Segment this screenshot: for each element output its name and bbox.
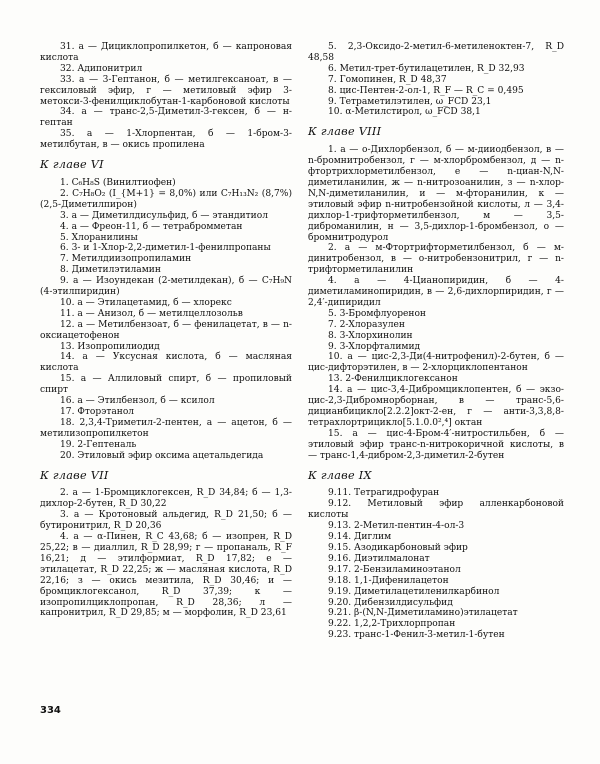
answer-line: 9.20. Дибензилдисульфид bbox=[328, 597, 453, 608]
answer-line: 3. а — Кротоновый альдегид, R_D 21,50; б — бутиронитрил, R_D 20,36 bbox=[40, 510, 292, 532]
answer-line: 10. а — Этилацетамид, б — хлорекс bbox=[60, 297, 232, 308]
answer-line: 15. а — Аллиловый спирт, б — пропиловый спирт bbox=[40, 374, 292, 396]
answer-line: 9.17. 2-Бензиламиноэтанол bbox=[328, 564, 461, 575]
answer-line: 5. 2,3-Оксидо-2-метил-6-метиленоктен-7, R_D 48,58 bbox=[308, 42, 564, 63]
answer-line: 9.22. 1,2,2-Трихлорпропан bbox=[328, 619, 456, 630]
answer-line: 9.18. 1,1-Дифенилацетон bbox=[328, 575, 449, 586]
answer-line: 4. а — 4-Цианопиридин, б — 4-диметиламинопиридин, в — 2,6-дихлорпиридин, г — 2,4′-дипиридил bbox=[308, 276, 564, 308]
chapter-heading-vii: К главе VII bbox=[40, 468, 109, 482]
answer-line: 17. Фторэтанол bbox=[60, 407, 135, 417]
answer-line: 1. C₆H₈S (Винилтиофен) bbox=[60, 177, 176, 188]
answer-line: 6. 3- и 1-Хлор-2,2-диметил-1-фенилпропаны bbox=[60, 243, 271, 254]
answer-line: 9.15. Азодикарбоновый эфир bbox=[328, 542, 468, 553]
answer-line: 9.19. Диметилацетиленилкарбинол bbox=[328, 586, 500, 597]
answer-line: 8. Диметилэтиламин bbox=[60, 265, 161, 276]
answer-line: 7. Метилдиизопропиламин bbox=[60, 254, 192, 265]
answer-line: 14. а — Уксусная кислота, б — масляная кислота bbox=[40, 352, 292, 374]
answer-line: 32. Адипонитрил bbox=[60, 63, 143, 74]
answer-line: 11. а — Анизол, б — метилцеллозольв bbox=[60, 308, 243, 319]
answer-line: 2. а — 1-Бромциклогексен, R_D 34,84; б — 1,3-дихлор-2-бутен, R_D 30,22 bbox=[40, 488, 292, 510]
answer-line: 13. Изопропилиодид bbox=[60, 341, 160, 352]
answer-line: 9.23. транс-1-Фенил-3-метил-1-бутен bbox=[328, 630, 505, 641]
answer-line: 16. а — Этилбензол, б — ксилол bbox=[60, 396, 215, 407]
answer-line: 34. а — транс-2,5-Диметил-3-гексен, б — н-гептан bbox=[40, 107, 292, 129]
page-number: 334 bbox=[40, 705, 61, 716]
answer-line: 8. 3-Хлорхинолин bbox=[328, 330, 413, 341]
answer-line: 6. Метил-трет-бутилацетилен, R_D 32,93 bbox=[328, 63, 525, 74]
answer-line: 9.16. Диэтилмалонат bbox=[328, 553, 430, 564]
answer-line: 9.21. β-(N,N-Диметиламино)этилацетат bbox=[328, 608, 518, 619]
answer-line: 5. 3-Бромфлуоренон bbox=[328, 308, 426, 319]
answer-line: 10. α-Метилстирол, ω_FCD 38,1 bbox=[328, 107, 481, 118]
chapter-heading-vi: К главе VI bbox=[40, 158, 104, 172]
answer-line: 12. а — Метилбензоат, б — фенилацетат, в — n-оксиацетофенон bbox=[40, 319, 292, 341]
chapter-heading-ix: К главе IX bbox=[308, 468, 372, 482]
answer-line: 9.14. Диглим bbox=[328, 532, 392, 543]
answer-line: 7. Гомопинен, R_D 48,37 bbox=[328, 74, 447, 85]
answer-line: 9.11. Тетрагидрофуран bbox=[328, 488, 440, 499]
left-column bbox=[40, 42, 292, 619]
answer-line: 9. Тетраметилэтилен, ω_FCD 23,1 bbox=[328, 96, 492, 107]
answer-line: 15. а — цис-4-Бром-4′-нитростильбен, б — этиловый эфир транс-n-нитрокоричной кислоты, в — транс-1,4-дибром-2,3-диметил-2-бутен bbox=[308, 428, 564, 461]
answer-line: 9. 3-Хлорфталимид bbox=[328, 341, 421, 352]
answer-line: 5. Хлоранилины bbox=[60, 232, 138, 243]
answer-line: 4. а — α-Пинен, R_C 43,68; б — изопрен, R_D 25,22; в — диаллил, R_D 28,99; г — пропаналь, R_F 16,21; д — этилформиат, R_D 17,82; е — этилацетат, R_D 22,25; ж — масляная кислота, R_D 22,16; з — окись мезитила, R_D 30,46; и — бромциклогексанол, R_D 37,39; к — изопропилциклопропан, R_D 28,36; л — капронитрил, R_D 29,85; м — морфолин, R_D 23,61 bbox=[40, 532, 292, 619]
answer-line: 9. а — Изоундекан (2-метилдекан), б — C₇H₉N (4-этилпиридин) bbox=[40, 276, 292, 298]
answer-line: 9.12. Метиловый эфир алленкарбоновой кислоты bbox=[308, 499, 564, 521]
answer-line: 14. а — цис-3,4-Дибромциклопентен, б — экзо-цис-2,3-Дибромнорборнан, в — транс-5,6-дицианбицикло[2.2.2]окт-2-ен, г — анти-3,3,8,8-тетрахлортрицикло[5.1.0.0²,⁴] октан bbox=[308, 385, 564, 428]
chapter-heading-viii: К главе VIII bbox=[308, 125, 382, 139]
answer-line: 20. Этиловый эфир оксима ацетальдегида bbox=[60, 450, 264, 461]
answer-line: 8. цис-Пентен-2-ол-1, R_F — R_C = 0,495 bbox=[328, 85, 524, 96]
answer-line: 9.13. 2-Метил-пентин-4-ол-3 bbox=[328, 521, 465, 532]
answer-line: 13. 2-Фенилциклогексанон bbox=[328, 374, 458, 385]
answer-line: 19. 2-Гептеналь bbox=[60, 439, 137, 450]
answer-line: 33. а — 3-Гептанон, б — метилгексаноат, в — гексиловый эфир, г — метиловый эфир 3-метокси-3-фенилциклобутан-1-карбоновой кислоты bbox=[40, 74, 292, 107]
answer-line: 10. а — цис-2,3-Ди(4-нитрофенил)-2-бутен, б — цис-дифторэтилен, в — 2-хлорциклопентанон bbox=[308, 352, 564, 374]
answer-line: 18. 2,3,4-Триметил-2-пентен, а — ацетон, б — метилизопропилкетон bbox=[40, 417, 292, 439]
answer-line: 31. а — Дициклопропилкетон, б — капроновая кислота bbox=[40, 42, 292, 63]
answer-line: 35. а — 1-Хлорпентан, б — 1-бром-3-метилбутан, в — окись пропилена bbox=[40, 129, 292, 151]
answer-line: 2. а — м-Фтортрифторметилбензол, б — м-динитробензол, в — о-нитробензонитрил, г — n-трифторметиланилин bbox=[308, 243, 564, 276]
answer-line: 3. а — Диметилдисульфид, б — этандитиол bbox=[60, 210, 268, 221]
answer-line: 4. а — Фреон-11, б — тетрабромметан bbox=[60, 221, 243, 232]
answer-line: 2. C₇H₈O₂ (I_{M+1} = 8,0%) или C₇H₁₃N₂ (8,7%) (2,5-Диметилпирон) bbox=[40, 188, 292, 210]
right-column bbox=[308, 42, 564, 641]
answer-line: 7. 2-Хлоразулен bbox=[328, 319, 405, 330]
answer-line: 1. а — о-Дихлорбензол, б — м-дииодбензол, в — n-бромнитробензол, г — м-хлорбромбензол, д — n-фтортрихлорметилбензол, е — n-циан-N,N-диметиланилин, ж — n-нитрозоанилин, з — n-хлор-N,N-диметиланилин, и — м-фторанилин, к — этиловый эфир n-нитробензойной кислоты, л — 3,4-дихлор-1-трифторметилбензол, м — 3,5-диброманилин, н — 3,5-дихлор-1-бромбензол, о — бромнитродурол bbox=[308, 145, 564, 243]
